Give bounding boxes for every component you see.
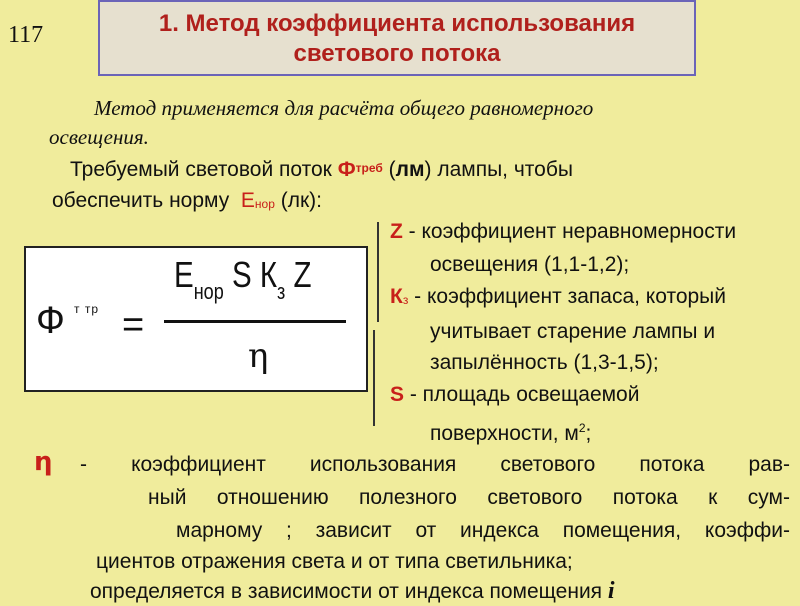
phi-superscript: треб (355, 161, 383, 175)
def-s-text-2: поверхности, м (430, 422, 579, 445)
formula-s: S (231, 254, 252, 295)
formula-equals: = (122, 304, 145, 346)
eta-line-4: циентов отражения света и от типа светильника; (96, 550, 573, 573)
unit-lm: лм (395, 158, 425, 181)
eta-line-2: ный отношению полезного светового потока к сум- (148, 486, 790, 509)
eta-line-3: марному ; зависит от индекса помещения, коэффи- (176, 519, 790, 542)
e-letter: Е (240, 189, 255, 212)
formula-z: Z (293, 254, 312, 295)
def-k-sub: з (402, 293, 409, 307)
required-flux-line (70, 156, 573, 184)
phi-symbol: Ф (337, 158, 356, 181)
formula-k-sub: з (277, 279, 286, 304)
norm-text: обеспечить норму (52, 189, 230, 212)
formula-denominator: η (248, 336, 269, 376)
norm-line (52, 187, 322, 215)
def-z-symbol: Z (390, 220, 403, 243)
title-line-2: светового потока (293, 40, 501, 67)
def-k-line-3: запылённость (1,3-1,5); (430, 351, 659, 374)
required-text-1: Требуемый световой поток (70, 158, 332, 181)
def-k-symbol: К (390, 285, 403, 308)
eta-line-5 (90, 577, 615, 606)
def-z-text-1: - коэффициент неравномерности (402, 220, 737, 243)
def-k-line-1 (390, 283, 726, 311)
formula-e-sub: нор (193, 279, 224, 304)
formula-phi-superscript: т тр (74, 302, 99, 316)
eta-line-5-text: определяется в зависимости от индекса помещения (90, 580, 603, 603)
def-z-line-2: освещения (1,1-1,2); (430, 253, 630, 276)
def-s-symbol: S (390, 383, 405, 406)
def-s-text-1: - площадь освещаемой (404, 383, 640, 406)
formula-phi: Ф (36, 300, 65, 342)
title-line-1: 1. Метод коэффициента использования (158, 10, 636, 37)
unit-open: ( (388, 158, 396, 181)
intro-line-1: Метод применяется для расчёта общего равномерного (94, 96, 594, 120)
formula-box (24, 246, 368, 392)
def-s-line-2 (430, 414, 591, 448)
required-text-2: лампы, чтобы (437, 158, 573, 181)
norm-unit: (лк): (280, 189, 322, 212)
eta-line-1: - коэффициент использования светового потока рав- (80, 453, 790, 476)
def-s-line-1 (390, 381, 639, 409)
formula-e: Е (174, 254, 194, 295)
def-s-superscript: 2 (578, 421, 586, 435)
slide-number: 117 (8, 22, 44, 48)
bracket-line-1 (377, 222, 379, 322)
def-s-end: ; (585, 422, 592, 445)
eta-symbol: η (34, 447, 53, 477)
fraction-bar (164, 320, 346, 323)
intro-line-2: освещения. (49, 125, 149, 149)
unit-close: ) (424, 158, 432, 181)
title-box (98, 0, 696, 76)
bracket-line-2 (373, 330, 375, 426)
index-i: i (607, 578, 615, 604)
formula-numerator (174, 254, 322, 304)
def-z-line-1 (390, 218, 736, 246)
formula-k: К (259, 254, 278, 295)
def-k-line-2: учитывает старение лампы и (430, 320, 716, 343)
def-k-text-1: - коэффициент запаса, который (408, 285, 727, 308)
e-subscript: нор (254, 197, 275, 211)
